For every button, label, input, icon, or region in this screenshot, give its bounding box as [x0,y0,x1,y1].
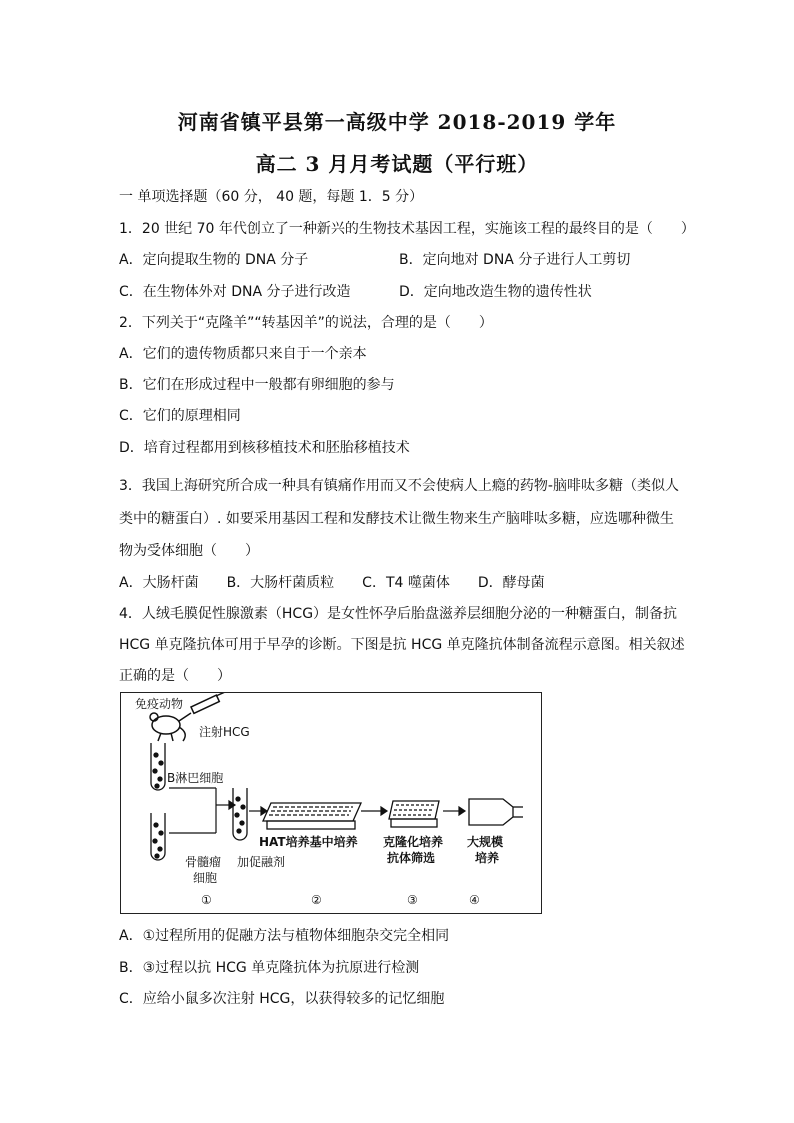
q2-option-c: C．它们的原理相同 [119,408,241,424]
mouse-icon [150,713,185,741]
label-large-scale: 大规模 [467,835,504,849]
test-tube-myeloma [151,813,165,860]
test-tube-b-cells [151,743,165,790]
exam-title-line1: 河南省镇平县第一高级中学 2018-2019 学年 [177,110,617,134]
q4-stem-line2: HCG 单克隆抗体可用于早孕的诊断。下图是抗 HCG 单克隆抗体制备流程示意图。相关叙述 [119,637,685,653]
arrow-to-fusion [169,788,235,833]
q3-stem-line2: 类中的糖蛋白）. 如要采用基因工程和发酵技术让微生物来生产脑啡呔多糖，应选哪种微生 [119,511,674,527]
q3-stem-line3: 物为受体细胞（ ） [119,543,259,559]
culture-plate-icon [263,803,361,829]
hcg-antibody-flow-diagram [120,692,542,914]
q4-option-a: A．①过程所用的促融方法与植物体细胞杂交完全相同 [119,928,450,944]
label-myeloma: 骨髓瘤 [185,855,222,869]
q1-stem: 1．20 世纪 70 年代创立了一种新兴的生物技术基因工程，实施该工程的最终目的是（ ） [119,221,695,237]
q2-option-a: A．它们的遗传物质都只来自于一个亲本 [119,346,367,362]
q2-option-d: D．培育过程都用到核移植技术和胚胎移植技术 [119,440,410,456]
q4-option-c: C．应给小鼠多次注射 HCG，以获得较多的记忆细胞 [119,991,445,1007]
label-inject-hcg: 注射HCG [199,725,250,739]
label-fusion-agent: 加促融剂 [237,855,286,869]
section-heading: 一 单项选择题（60 分， 40 题，每题 1．5 分） [119,189,424,205]
test-tube-fusion [233,788,247,840]
label-antibody-screen: 抗体筛选 [387,851,436,865]
culture-bottle-icon [469,799,523,825]
label-clone-culture: 克隆化培养 [383,835,444,849]
label-b-cell: B淋巴细胞 [167,771,224,785]
label-large-culture: 培养 [475,851,500,865]
step-marker-3: ③ [407,893,418,907]
q1-option-d: D．定向地改造生物的遗传性状 [399,284,592,300]
label-myeloma-cell: 细胞 [193,871,218,885]
exam-title-line2: 高二 3 月月考试题（平行班） [255,152,539,176]
q3-options: A．大肠杆菌 B．大肠杆菌质粒 C．T4 噬菌体 D．酵母菌 [119,575,545,591]
step-marker-4: ④ [469,893,480,907]
diagram-drawing [121,693,541,913]
syringe-icon [179,693,225,721]
q1-option-b: B．定向地对 DNA 分子进行人工剪切 [399,252,631,268]
step-marker-2: ② [311,893,322,907]
q4-stem-line1: 4．人绒毛膜促性腺激素（HCG）是女性怀孕后胎盘滋养层细胞分泌的一种糖蛋白，制备抗 [119,606,678,622]
label-hat-culture: HAT培养基中培养 [259,835,358,849]
q4-option-b: B．③过程以抗 HCG 单克隆抗体为抗原进行检测 [119,960,420,976]
q1-option-c: C．在生物体外对 DNA 分子进行改造 [119,284,351,300]
clone-plate-icon [389,801,439,827]
step-marker-1: ① [201,893,212,907]
q3-stem-line1: 3．我国上海研究所合成一种具有镇痛作用而又不会使病人上瘾的药物-脑啡呔多糖（类似人 [119,478,679,494]
q2-option-b: B．它们在形成过程中一般都有卵细胞的参与 [119,377,395,393]
q1-option-a: A．定向提取生物的 DNA 分子 [119,252,309,268]
q4-stem-line3: 正确的是（ ） [119,668,231,684]
q2-stem: 2．下列关于“克隆羊”“转基因羊”的说法，合理的是（ ） [119,315,493,331]
label-immune-animal: 免疫动物 [135,697,184,711]
